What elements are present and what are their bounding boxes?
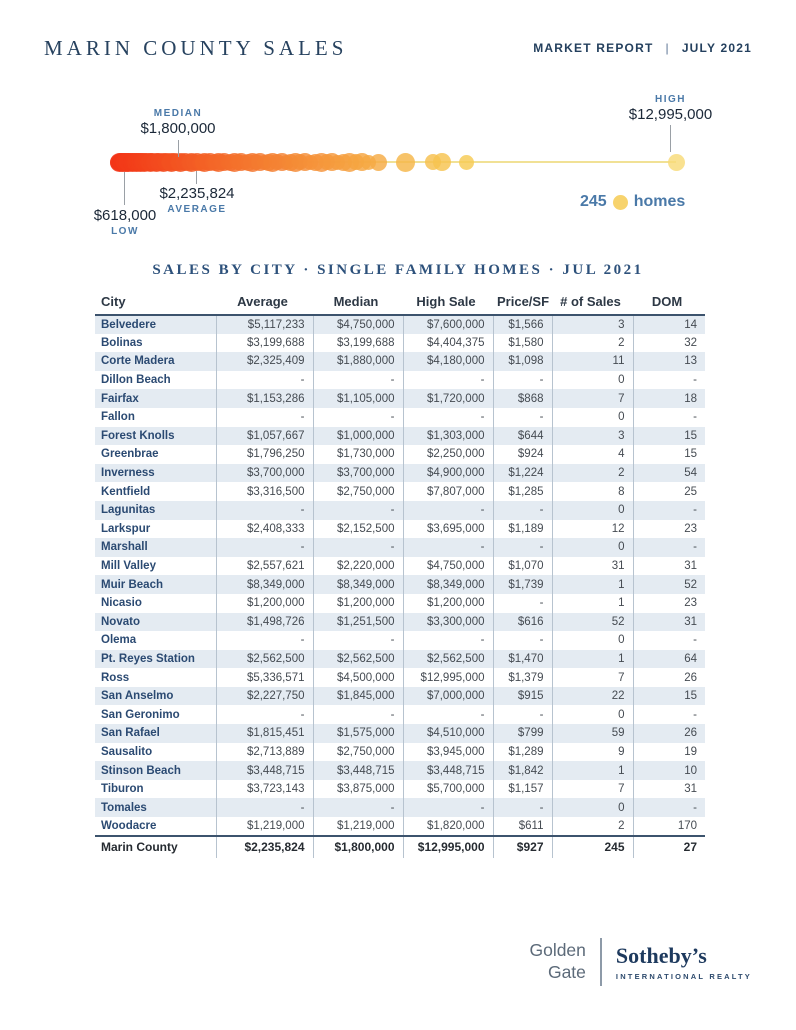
cell-value: 2: [552, 817, 633, 836]
page-header: [44, 36, 752, 61]
cell-value: $4,404,375: [403, 334, 493, 353]
cell-value: -: [493, 538, 552, 557]
average-value: $2,235,824: [159, 185, 235, 202]
cell-value: $5,700,000: [403, 780, 493, 799]
cell-value: 1: [552, 594, 633, 613]
cell-value: -: [493, 705, 552, 724]
table-row: [95, 557, 705, 576]
cell-value: -: [216, 798, 313, 817]
total-label: Marin County: [95, 836, 216, 858]
table-row: [95, 482, 705, 501]
cell-value: -: [403, 501, 493, 520]
cell-value: $1,566: [493, 315, 552, 334]
cell-value: -: [493, 501, 552, 520]
cell-value: $868: [493, 389, 552, 408]
cell-value: 7: [552, 780, 633, 799]
cell-value: $2,325,409: [216, 352, 313, 371]
brand-logo: [529, 938, 752, 986]
brand-sothebys: [616, 943, 752, 981]
cell-value: $4,750,000: [313, 315, 403, 334]
cell-city: Nicasio: [101, 597, 142, 610]
table-row: [95, 538, 705, 557]
cell-value: -: [216, 501, 313, 520]
column-header-average: Average: [216, 292, 313, 315]
cell-city: Corte Madera: [101, 355, 175, 368]
sale-price-dot: [459, 155, 474, 170]
cell-city: Olema: [101, 634, 137, 647]
cell-value: -: [493, 371, 552, 390]
price-strip-chart: [0, 90, 796, 250]
cell-value: $3,945,000: [403, 743, 493, 762]
cell-value: $644: [493, 427, 552, 446]
cell-value: 31: [552, 557, 633, 576]
cell-value: $1,098: [493, 352, 552, 371]
cell-value: 18: [633, 389, 705, 408]
cell-value: 12: [552, 520, 633, 539]
low-callout: [64, 206, 186, 237]
cell-value: 23: [633, 520, 705, 539]
table-row: [95, 613, 705, 632]
column-header-price-sf: Price/SF: [493, 292, 552, 315]
table-row: [95, 631, 705, 650]
cell-value: 15: [633, 445, 705, 464]
cell-value: 8: [552, 482, 633, 501]
cell-city: Tiburon: [101, 783, 144, 796]
cell-value: $2,562,500: [313, 650, 403, 669]
cell-value: $1,070: [493, 557, 552, 576]
cell-city: Fairfax: [101, 392, 139, 405]
cell-value: 11: [552, 352, 633, 371]
cell-value: $3,700,000: [313, 464, 403, 483]
meta-separator: |: [665, 41, 670, 55]
table-row: [95, 445, 705, 464]
cell-value: 13: [633, 352, 705, 371]
cell-value: $2,750,000: [313, 482, 403, 501]
cell-value: 1: [552, 575, 633, 594]
cell-city: Marshall: [101, 541, 148, 554]
cell-city: Lagunitas: [101, 504, 156, 517]
cell-value: $3,199,688: [313, 334, 403, 353]
report-label: MARKET REPORT: [533, 41, 654, 55]
cell-value: 64: [633, 650, 705, 669]
table-row: [95, 724, 705, 743]
cell-value: $1,251,500: [313, 613, 403, 632]
cell-value: $3,448,715: [313, 761, 403, 780]
table-row: [95, 315, 705, 334]
homes-suffix: homes: [633, 193, 686, 210]
page-title: MARIN COUNTY SALES: [44, 36, 348, 60]
table-row: [95, 371, 705, 390]
cell-value: 52: [633, 575, 705, 594]
cell-value: $1,289: [493, 743, 552, 762]
median-label: MEDIAN: [153, 108, 203, 119]
cell-value: $5,336,571: [216, 668, 313, 687]
cell-value: $12,995,000: [403, 668, 493, 687]
cell-city: Mill Valley: [101, 560, 156, 573]
cell-value: 15: [633, 687, 705, 706]
cell-value: -: [403, 798, 493, 817]
brand-golden-gate: [529, 940, 585, 984]
cell-value: $7,000,000: [403, 687, 493, 706]
cell-value: $8,349,000: [313, 575, 403, 594]
cell-value: -: [633, 408, 705, 427]
total-value: 245: [552, 836, 633, 858]
cell-value: $1,842: [493, 761, 552, 780]
cell-value: $2,557,621: [216, 557, 313, 576]
table-row: [95, 668, 705, 687]
cell-value: -: [313, 501, 403, 520]
cell-value: 2: [552, 334, 633, 353]
cell-value: $1,730,000: [313, 445, 403, 464]
cell-city: Kentfield: [101, 485, 151, 498]
table-row: [95, 594, 705, 613]
cell-value: 26: [633, 724, 705, 743]
cell-city: Sausalito: [101, 745, 153, 758]
cell-value: $2,562,500: [403, 650, 493, 669]
table-row: [95, 334, 705, 353]
cell-value: $1,796,250: [216, 445, 313, 464]
column-header-median: Median: [313, 292, 403, 315]
cell-value: $3,448,715: [216, 761, 313, 780]
sales-by-city-table: [95, 292, 705, 858]
cell-value: $1,200,000: [403, 594, 493, 613]
cell-value: $1,189: [493, 520, 552, 539]
cell-value: $1,845,000: [313, 687, 403, 706]
cell-value: $1,153,286: [216, 389, 313, 408]
table-row: [95, 520, 705, 539]
cell-value: $8,349,000: [403, 575, 493, 594]
cell-city: Larkspur: [101, 522, 151, 535]
cell-value: $4,510,000: [403, 724, 493, 743]
cell-value: 0: [552, 538, 633, 557]
cell-city: Woodacre: [101, 819, 157, 832]
cell-value: $1,219,000: [216, 817, 313, 836]
cell-value: -: [493, 798, 552, 817]
cell-value: $1,105,000: [313, 389, 403, 408]
cell-value: $2,408,333: [216, 520, 313, 539]
high-label: HIGH: [655, 94, 686, 105]
cell-value: 0: [552, 371, 633, 390]
cell-value: -: [633, 371, 705, 390]
cell-value: $2,750,000: [313, 743, 403, 762]
cell-value: -: [313, 798, 403, 817]
brand-sothebys-name: Sotheby’s: [615, 943, 707, 968]
cell-value: $1,580: [493, 334, 552, 353]
cell-value: $4,180,000: [403, 352, 493, 371]
cell-city: Forest Knolls: [101, 429, 175, 442]
total-value: 27: [633, 836, 705, 858]
cell-city: San Geronimo: [101, 708, 180, 721]
cell-value: 31: [633, 780, 705, 799]
cell-value: $4,900,000: [403, 464, 493, 483]
cell-value: 14: [633, 315, 705, 334]
cell-value: 22: [552, 687, 633, 706]
cell-city: San Rafael: [101, 727, 160, 740]
cell-value: 0: [552, 631, 633, 650]
cell-value: $915: [493, 687, 552, 706]
cell-city: Bolinas: [101, 336, 143, 349]
median-pointer-line: [178, 140, 179, 157]
cell-city: Pt. Reyes Station: [101, 652, 195, 665]
cell-value: $1,200,000: [313, 594, 403, 613]
cell-value: $2,227,750: [216, 687, 313, 706]
column-header-city: City: [95, 292, 216, 315]
table-row: [95, 352, 705, 371]
brand-word-golden: Golden: [529, 940, 586, 961]
cell-value: $4,750,000: [403, 557, 493, 576]
cell-city: Muir Beach: [101, 578, 163, 591]
cell-value: $1,200,000: [216, 594, 313, 613]
cell-value: -: [493, 408, 552, 427]
cell-value: $1,303,000: [403, 427, 493, 446]
cell-value: 31: [633, 613, 705, 632]
cell-value: 32: [633, 334, 705, 353]
cell-value: $1,575,000: [313, 724, 403, 743]
table-row: [95, 743, 705, 762]
table-total-row: [95, 836, 705, 858]
cell-value: 23: [633, 594, 705, 613]
cell-value: -: [403, 371, 493, 390]
cell-value: $1,739: [493, 575, 552, 594]
cell-value: $1,219,000: [313, 817, 403, 836]
cell-value: 2: [552, 464, 633, 483]
cell-value: $3,875,000: [313, 780, 403, 799]
sale-price-dot: [668, 154, 685, 171]
cell-value: $2,152,500: [313, 520, 403, 539]
cell-value: $1,379: [493, 668, 552, 687]
cell-value: -: [493, 594, 552, 613]
cell-value: $2,713,889: [216, 743, 313, 762]
table-row: [95, 780, 705, 799]
median-callout: [117, 108, 239, 137]
cell-value: -: [633, 631, 705, 650]
cell-value: $1,057,667: [216, 427, 313, 446]
table-row: [95, 389, 705, 408]
cell-value: -: [633, 798, 705, 817]
cell-value: -: [313, 408, 403, 427]
cell-value: -: [403, 408, 493, 427]
column-header-dom: DOM: [633, 292, 705, 315]
cell-value: 170: [633, 817, 705, 836]
cell-value: -: [216, 538, 313, 557]
cell-value: 4: [552, 445, 633, 464]
cell-value: $924: [493, 445, 552, 464]
cell-city: Belvedere: [101, 318, 156, 331]
column-header-high-sale: High Sale: [403, 292, 493, 315]
cell-value: $1,000,000: [313, 427, 403, 446]
sale-price-dot: [396, 153, 415, 172]
cell-value: $3,300,000: [403, 613, 493, 632]
cell-value: 7: [552, 389, 633, 408]
low-pointer-line: [124, 172, 125, 205]
cell-value: -: [633, 501, 705, 520]
average-label: AVERAGE: [167, 204, 227, 215]
cell-value: 0: [552, 408, 633, 427]
cell-value: $611: [493, 817, 552, 836]
cell-city: Dillon Beach: [101, 374, 171, 387]
cell-value: $1,820,000: [403, 817, 493, 836]
cell-value: 59: [552, 724, 633, 743]
cell-value: 15: [633, 427, 705, 446]
cell-value: 54: [633, 464, 705, 483]
sale-price-dot: [433, 153, 451, 171]
cell-value: $616: [493, 613, 552, 632]
cell-city: Tomales: [101, 801, 147, 814]
table-row: [95, 650, 705, 669]
cell-value: 26: [633, 668, 705, 687]
cell-value: -: [633, 705, 705, 724]
total-value: $2,235,824: [216, 836, 313, 858]
sales-table-wrap: [95, 292, 705, 858]
average-pointer-line: [196, 171, 197, 184]
cell-value: -: [216, 408, 313, 427]
cell-value: $2,220,000: [313, 557, 403, 576]
table-row: [95, 501, 705, 520]
high-pointer-line: [670, 125, 671, 152]
cell-value: $1,157: [493, 780, 552, 799]
cell-value: 19: [633, 743, 705, 762]
cell-value: -: [403, 631, 493, 650]
cell-value: $7,807,000: [403, 482, 493, 501]
cell-city: Ross: [101, 671, 130, 684]
cell-value: 9: [552, 743, 633, 762]
table-row: [95, 687, 705, 706]
low-value: $618,000: [93, 207, 157, 224]
cell-value: -: [216, 371, 313, 390]
report-period: JULY 2021: [681, 41, 752, 55]
cell-city: Inverness: [101, 467, 155, 480]
home-dot-icon: [613, 195, 628, 210]
table-row: [95, 464, 705, 483]
cell-value: -: [493, 631, 552, 650]
column-header--of-sales: # of Sales: [552, 292, 633, 315]
cell-city: Novato: [101, 615, 140, 628]
cell-value: 1: [552, 650, 633, 669]
brand-word-gate: Gate: [547, 962, 586, 982]
table-row: [95, 575, 705, 594]
cell-value: $8,349,000: [216, 575, 313, 594]
high-value: $12,995,000: [628, 106, 713, 123]
table-header-row: [95, 292, 705, 315]
cell-value: $1,470: [493, 650, 552, 669]
cell-value: $1,880,000: [313, 352, 403, 371]
cell-value: $3,695,000: [403, 520, 493, 539]
high-callout: [598, 94, 743, 123]
homes-legend: [580, 193, 685, 211]
cell-value: $1,224: [493, 464, 552, 483]
report-meta: [533, 41, 752, 55]
brand-divider: [600, 938, 602, 986]
cell-value: $3,199,688: [216, 334, 313, 353]
brand-sothebys-sub: INTERNATIONAL REALTY: [615, 972, 752, 981]
cell-value: 52: [552, 613, 633, 632]
total-value: $12,995,000: [403, 836, 493, 858]
median-value: $1,800,000: [140, 120, 216, 137]
cell-value: $7,600,000: [403, 315, 493, 334]
cell-value: 3: [552, 315, 633, 334]
cell-value: 3: [552, 427, 633, 446]
cell-value: $3,316,500: [216, 482, 313, 501]
cell-value: $2,562,500: [216, 650, 313, 669]
low-label: LOW: [111, 226, 139, 237]
cell-value: $3,700,000: [216, 464, 313, 483]
cell-value: -: [313, 538, 403, 557]
cell-value: -: [633, 538, 705, 557]
total-value: $927: [493, 836, 552, 858]
cell-value: $3,723,143: [216, 780, 313, 799]
cell-value: 0: [552, 501, 633, 520]
cell-value: $5,117,233: [216, 315, 313, 334]
cell-value: $4,500,000: [313, 668, 403, 687]
cell-value: 0: [552, 705, 633, 724]
table-row: [95, 817, 705, 836]
table-row: [95, 705, 705, 724]
cell-value: $2,250,000: [403, 445, 493, 464]
cell-value: $799: [493, 724, 552, 743]
cell-value: 1: [552, 761, 633, 780]
cell-value: 7: [552, 668, 633, 687]
cell-value: 0: [552, 798, 633, 817]
cell-value: $3,448,715: [403, 761, 493, 780]
cell-value: $1,720,000: [403, 389, 493, 408]
cell-value: -: [403, 705, 493, 724]
cell-value: $1,815,451: [216, 724, 313, 743]
cell-value: 25: [633, 482, 705, 501]
table-row: [95, 408, 705, 427]
total-value: $1,800,000: [313, 836, 403, 858]
cell-value: 10: [633, 761, 705, 780]
cell-value: -: [313, 371, 403, 390]
table-row: [95, 427, 705, 446]
cell-value: -: [403, 538, 493, 557]
cell-city: Greenbrae: [101, 448, 159, 461]
table-title: SALES BY CITY · SINGLE FAMILY HOMES · JUL 2021: [152, 262, 644, 278]
sale-price-dot: [370, 154, 387, 171]
cell-value: 31: [633, 557, 705, 576]
cell-value: -: [313, 631, 403, 650]
cell-value: -: [216, 705, 313, 724]
cell-value: $1,498,726: [216, 613, 313, 632]
cell-value: -: [216, 631, 313, 650]
cell-city: Stinson Beach: [101, 764, 181, 777]
homes-count: 245: [580, 193, 607, 210]
cell-city: San Anselmo: [101, 690, 174, 703]
cell-value: -: [313, 705, 403, 724]
table-row: [95, 798, 705, 817]
cell-city: Fallon: [101, 411, 135, 424]
cell-value: $1,285: [493, 482, 552, 501]
table-row: [95, 761, 705, 780]
